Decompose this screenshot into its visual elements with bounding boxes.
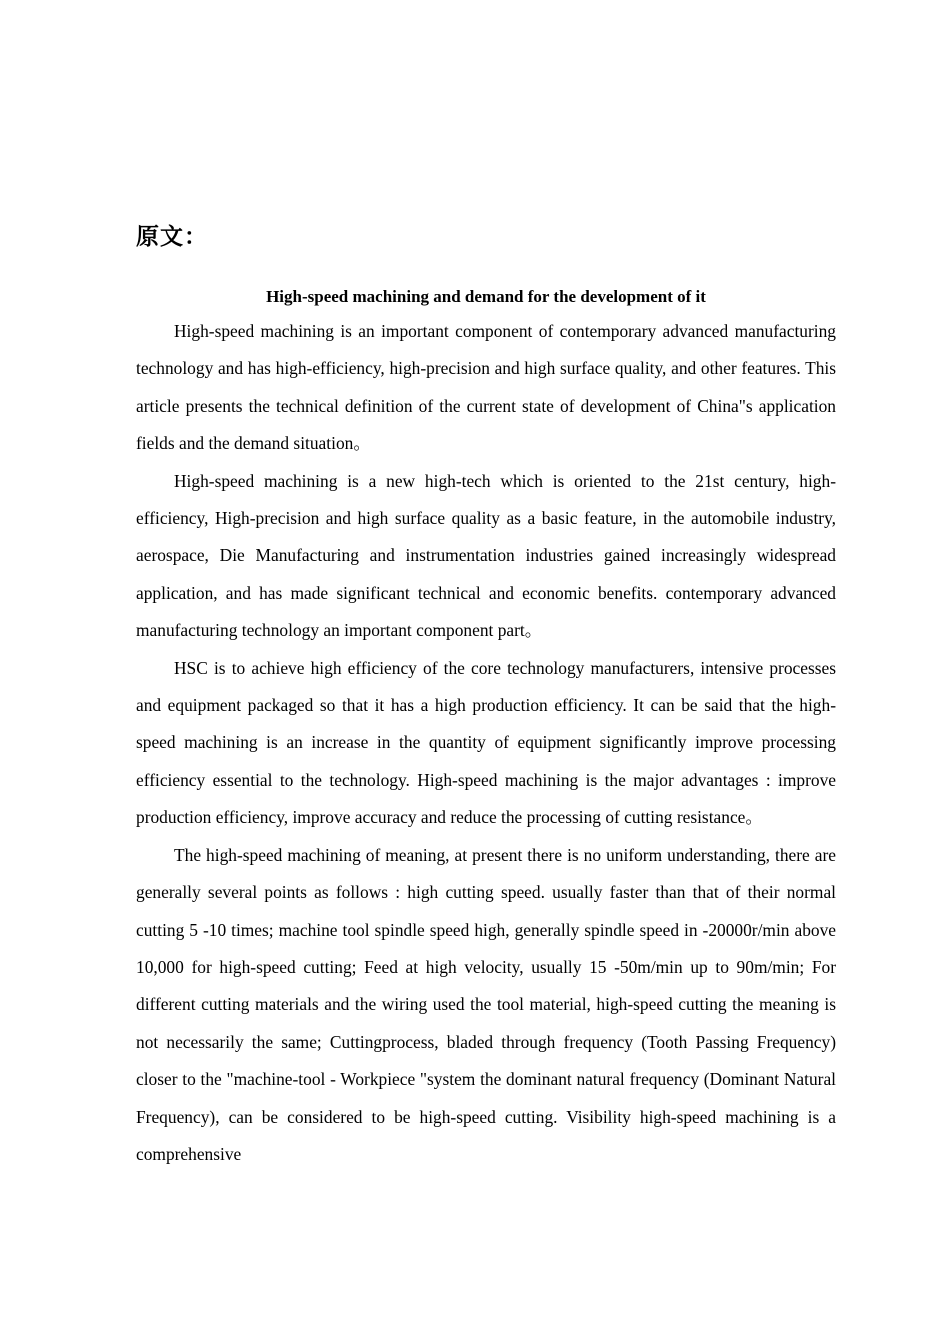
section-heading: 原文： <box>136 224 208 250</box>
paragraph-3: HSC is to achieve high efficiency of the core technology manufacturers, intensive processes and equipment packaged so that it has a high production efficiency. It can be said that the high-speed machining is an increase in the quantity of equipment significantly improve processing efficiency essential to the technology. High-speed machining is the major advantages : improve production efficiency, improve accuracy and reduce the processing of cutting resistance。 <box>136 657 836 828</box>
article-body <box>136 313 836 1173</box>
paragraph-2: High-speed machining is a new high-tech which is oriented to the 21st century, high-efficiency, High-precision and high surface quality as a basic feature, in the automobile industry, aerospace, Die Manufacturing and instrumentation industries gained increasingly widespread application, and has made significant technical and economic benefits. contemporary advanced manufacturing technology an important component part。 <box>136 470 836 641</box>
paragraph-1: High-speed machining is an important component of contemporary advanced manufacturing technology and has high-efficiency, high-precision and high surface quality, and other features. This article presents the technical definition of the current state of development of China"s application fields and the demand situation。 <box>136 321 836 454</box>
article-title: High-speed machining and demand for the development of it <box>266 287 706 306</box>
paragraph-4: The high-speed machining of meaning, at present there is no uniform understanding, there are generally several points as follows : high cutting speed. usually faster than that of their normal cutting 5 -10 times; machine tool spindle speed high, generally spindle speed in -20000r/min above 10,000 for high-speed cutting; Feed at high velocity, usually 15 -50m/min up to 90m/min; For different cutting materials and the wiring used the tool material, high-speed cutting the meaning is not necessarily the same; Cuttingprocess, bladed through frequency (Tooth Passing Frequency) closer to the "machine-tool - Workpiece "system the dominant natural frequency (Dominant Natural Frequency), can be considered to be high-speed cutting. Visibility high-speed machining is a comprehensive <box>136 844 836 1164</box>
